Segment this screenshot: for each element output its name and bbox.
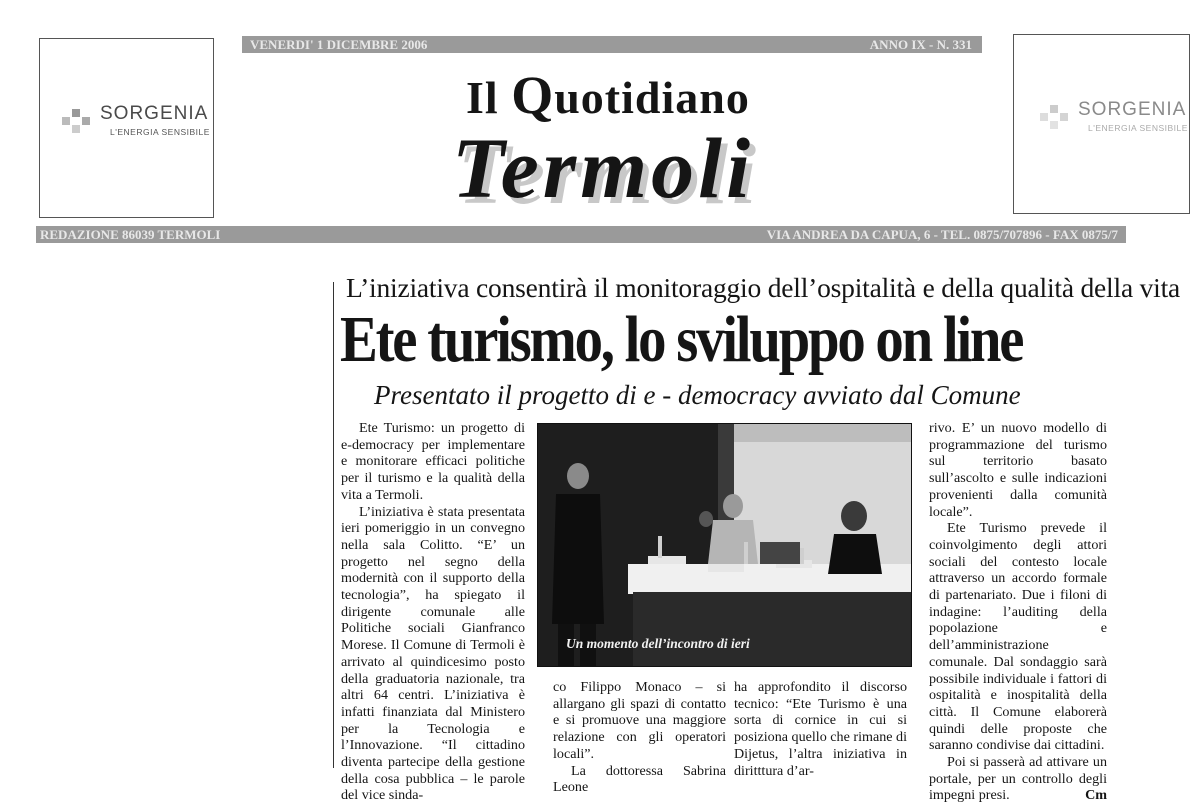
article-headline: Ete turismo, lo sviluppo on line [340, 303, 1023, 376]
sorgenia-mark-icon [60, 103, 94, 139]
ad-sorgenia-right [1013, 34, 1190, 214]
paragraph: Poi si passerà ad attivare un portale, per un controllo degli impegni presi. [929, 754, 1107, 804]
article-subhead: Presentato il progetto di e - democracy avviato dal Comune [374, 380, 1021, 410]
masthead-address-strip [36, 226, 1126, 243]
sorgenia-mark-icon [1038, 99, 1072, 135]
article-kicker: L’iniziativa consentirà il monitoraggio dell’ospitalità e della qualità della vita [346, 272, 1181, 303]
ad-tagline: L'ENERGIA SENSIBILE [110, 127, 210, 137]
issue-number: ANNO IX - N. 331 [869, 37, 972, 52]
masthead-city: Termoli [452, 120, 754, 216]
paragraph: co Filippo Monaco – si allargano gli spazi di contatto e si promuove una maggiore relazione con gli operatori locali”. [553, 679, 726, 762]
paragraph: L’iniziativa è stata presentata ieri pomeriggio in un convegno nella sala Colitto. “E’ un progetto nel segno della modernità con il supporto della tecnologia”, ha spiegato il dirigente comunale alle Politiche sociali Gianfranco Morese. Il Comune di Termoli è arrivato al quindicesimo posto della graduatoria nazionale, tra altri 64 centri. L’iniziativa è infatti finanziata dal Ministero per la Tecnologia e l’Innovazione. “Il cittadino diventa partecipe della gestione della cosa pubblica – le parole del vice sinda- [341, 503, 525, 804]
masthead-date-strip [242, 36, 982, 53]
paragraph: Ete Turismo: un progetto di e-democracy per implementare e monitorare efficaci politiche per il turismo e la qualità della vita a Termoli. [341, 420, 525, 503]
masthead-title [466, 64, 750, 126]
title-rest: uotidiano [554, 72, 750, 123]
paragraph: rivo. E’ un nuovo modello di programmazione del turismo sul territorio basato sull’ascolto e sulle indicazioni provenienti dalla comunità locale”. [929, 420, 1107, 520]
sorgenia-logo [60, 99, 210, 149]
article-column-4 [929, 420, 1107, 804]
article-column-2 [553, 679, 726, 796]
conference-photo-illustration [538, 424, 911, 666]
paragraph: ha approfondito il discorso tecnico: “Ete Turismo è una sorta di cornice in cui si posiziona quello che rimane di Dijetus, l’altra iniziativa in diritttura d’ar- [734, 679, 907, 779]
article-photo [537, 423, 912, 667]
office-label: REDAZIONE 86039 TERMOLI [40, 227, 221, 242]
ad-brand: SORGENIA [100, 103, 209, 124]
ad-sorgenia-left [39, 38, 214, 218]
office-address: VIA ANDREA DA CAPUA, 6 - TEL. 0875/707896 - FAX 0875/7 [766, 227, 1118, 242]
author-signature: Cm [1085, 787, 1107, 804]
ad-tagline: L'ENERGIA SENSIBILE [1088, 123, 1188, 133]
title-il: Il [466, 72, 499, 123]
paragraph: Ete Turismo prevede il coinvolgimento degli attori sociali del contesto locale attraverso un accordo formale di partenariato. Due i filoni di indagine: l’auditing della popolazione e dell’amministrazione comunale. Dal sondaggio sarà possibile individuale i fattori di ospitalità e inospitalità della città. Il Comune elaborerà quindi delle proposte che saranno condivise dai cittadini. [929, 520, 1107, 754]
title-q: Q [511, 65, 555, 125]
issue-date: VENERDI' 1 DICEMBRE 2006 [250, 37, 428, 52]
article-column-3 [734, 679, 907, 779]
sorgenia-logo [1038, 95, 1188, 145]
article-column-1 [341, 420, 525, 804]
paragraph: La dottoressa Sabrina Leone [553, 762, 726, 796]
ad-brand: SORGENIA [1078, 99, 1187, 120]
column-divider [333, 282, 334, 768]
photo-caption: Un momento dell’incontro di ieri [566, 636, 750, 651]
